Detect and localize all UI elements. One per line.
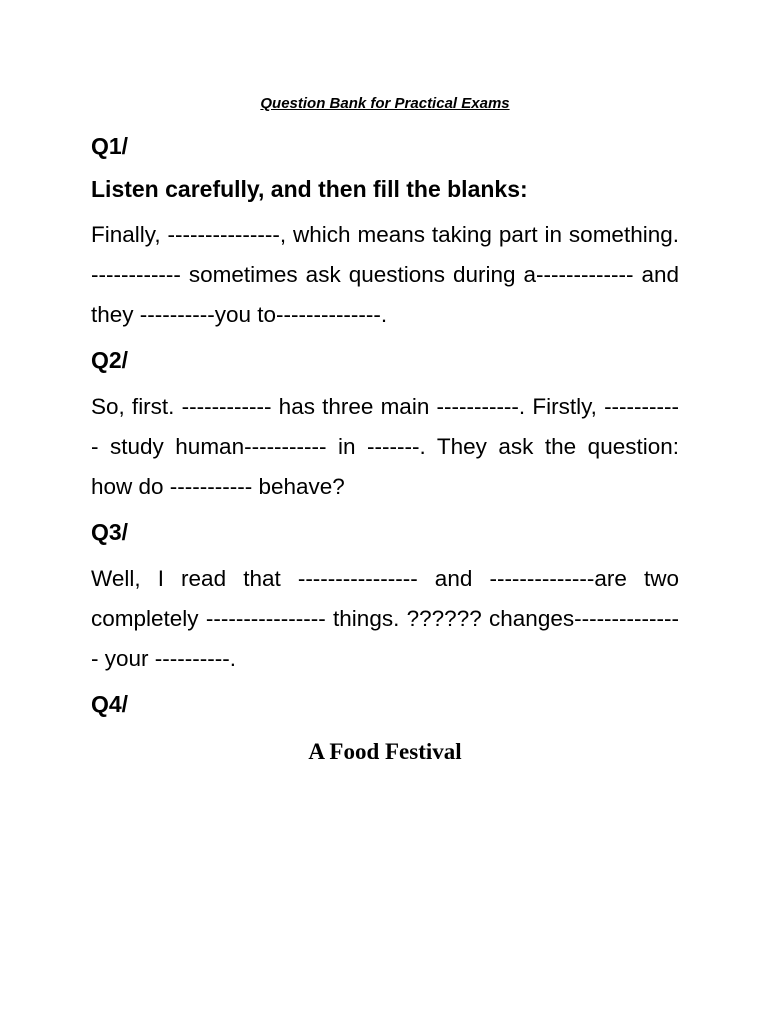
document-title: Question Bank for Practical Exams: [260, 95, 510, 112]
question-1-label: Q1/: [91, 133, 129, 159]
question-2-text: So, first. ------------ has three main -----------. Firstly, ----------- study human----------- in -------. They ask the question: how do ----------- behave?: [91, 394, 679, 499]
question-1-instruction: Listen carefully, and then fill the blanks:: [91, 176, 528, 202]
document-page: [91, 93, 679, 767]
question-1-text: Finally, ---------------, which means taking part in something. ------------ sometimes ask questions during a------------- and they ----------you to--------------.: [91, 222, 679, 327]
question-3-text: Well, I read that ---------------- and --------------are two completely ---------------- things. ?????? changes--------------- your ----------.: [91, 566, 679, 671]
question-3-label: Q3/: [91, 519, 129, 545]
question-4-label: Q4/: [91, 691, 129, 717]
question-2-label: Q2/: [91, 347, 129, 373]
question-4-section-title: A Food Festival: [308, 739, 462, 764]
